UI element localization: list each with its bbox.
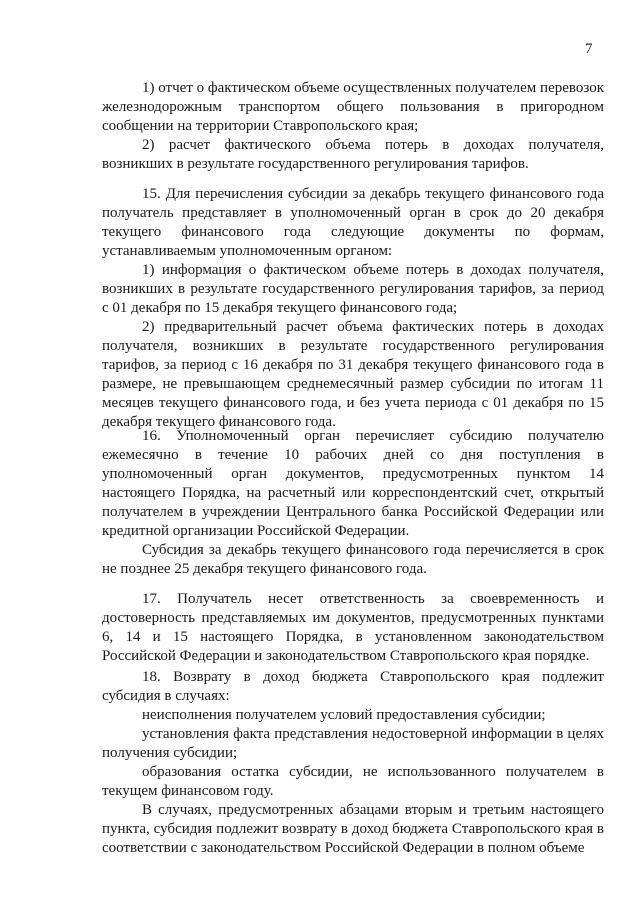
paragraph-item-15: 15. Для перечисления субсидии за декабрь текущего финансового года получатель представляет в уполномоченный орган в срок до 20 декабря текущего финансового года следующие документы по формам, устанавливаемым уполномоченным органом:	[102, 186, 604, 259]
paragraph-item-17: 17. Получатель несет ответственность за своевременность и достоверность представляемых им документов, предусмотренных пунктами 6, 14 и 15 настоящего Порядка, в установленном законодательством Российской Федерации и законодательством Ставропольского края порядке.	[102, 591, 604, 664]
paragraph-item-16-december: Субсидия за декабрь текущего финансового года перечисляется в срок не позднее 25 декабря текущего финансового года.	[102, 542, 604, 577]
paragraph-item-16: 16. Уполномоченный орган перечисляет субсидию получателю ежемесячно в течение 10 рабочих дней со дня поступления в уполномоченный орган документов, предусмотренных пунктом 14 настоящего Порядка, на расчетный или корреспондентский счет, открытый получателем в учреждении Центрального банка Российской Федерации или кредитной организации Российской Федерации.	[102, 428, 604, 539]
paragraph-item-18: 18. Возврату в доход бюджета Ставропольского края подлежит субсидия в случаях:	[102, 669, 604, 704]
paragraph-item-15-subitem-2: 2) предварительный расчет объема фактических потерь в доходах получателя, возникших в результате государственного регулирования тарифов, за период с 16 декабря по 31 декабря текущего финансового года в размере, не превышающем среднемесячный размер субсидии по итогам 11 месяцев текущего финансового года, и без учета периода с 01 декабря по 15 декабря текущего финансового года.	[102, 319, 604, 430]
paragraph-item-18-return: В случаях, предусмотренных абзацами вторым и третьим настоящего пункта, субсидия подлежит возврату в доход бюджета Ставропольского края в соответствии с законодательством Российской Федерации в полном объеме	[102, 802, 604, 856]
paragraph-item-18-case-2: установления факта представления недостоверной информации в целях получения субсидии;	[102, 726, 604, 761]
paragraph-item-18-case-3: образования остатка субсидии, не использованного получателем в текущем финансовом году.	[102, 764, 604, 799]
page-number: 7	[585, 41, 593, 57]
paragraph-item-15-subitem-1: 1) информация о фактическом объеме потерь в доходах получателя, возникших в результате государственного регулирования тарифов, за период с 01 декабря по 15 декабря текущего финансового года;	[102, 262, 604, 316]
paragraph-report-transport-volume: 1) отчет о фактическом объеме осуществленных получателем перевозок железнодорожным транспортом общего пользования в пригородном сообщении на территории Ставропольского края;	[102, 80, 604, 134]
paragraph-item-18-case-1: неисполнения получателем условий предоставления субсидии;	[142, 707, 546, 723]
paragraph-loss-calculation: 2) расчет фактического объема потерь в доходах получателя, возникших в результате государственного регулирования тарифов.	[102, 137, 604, 172]
